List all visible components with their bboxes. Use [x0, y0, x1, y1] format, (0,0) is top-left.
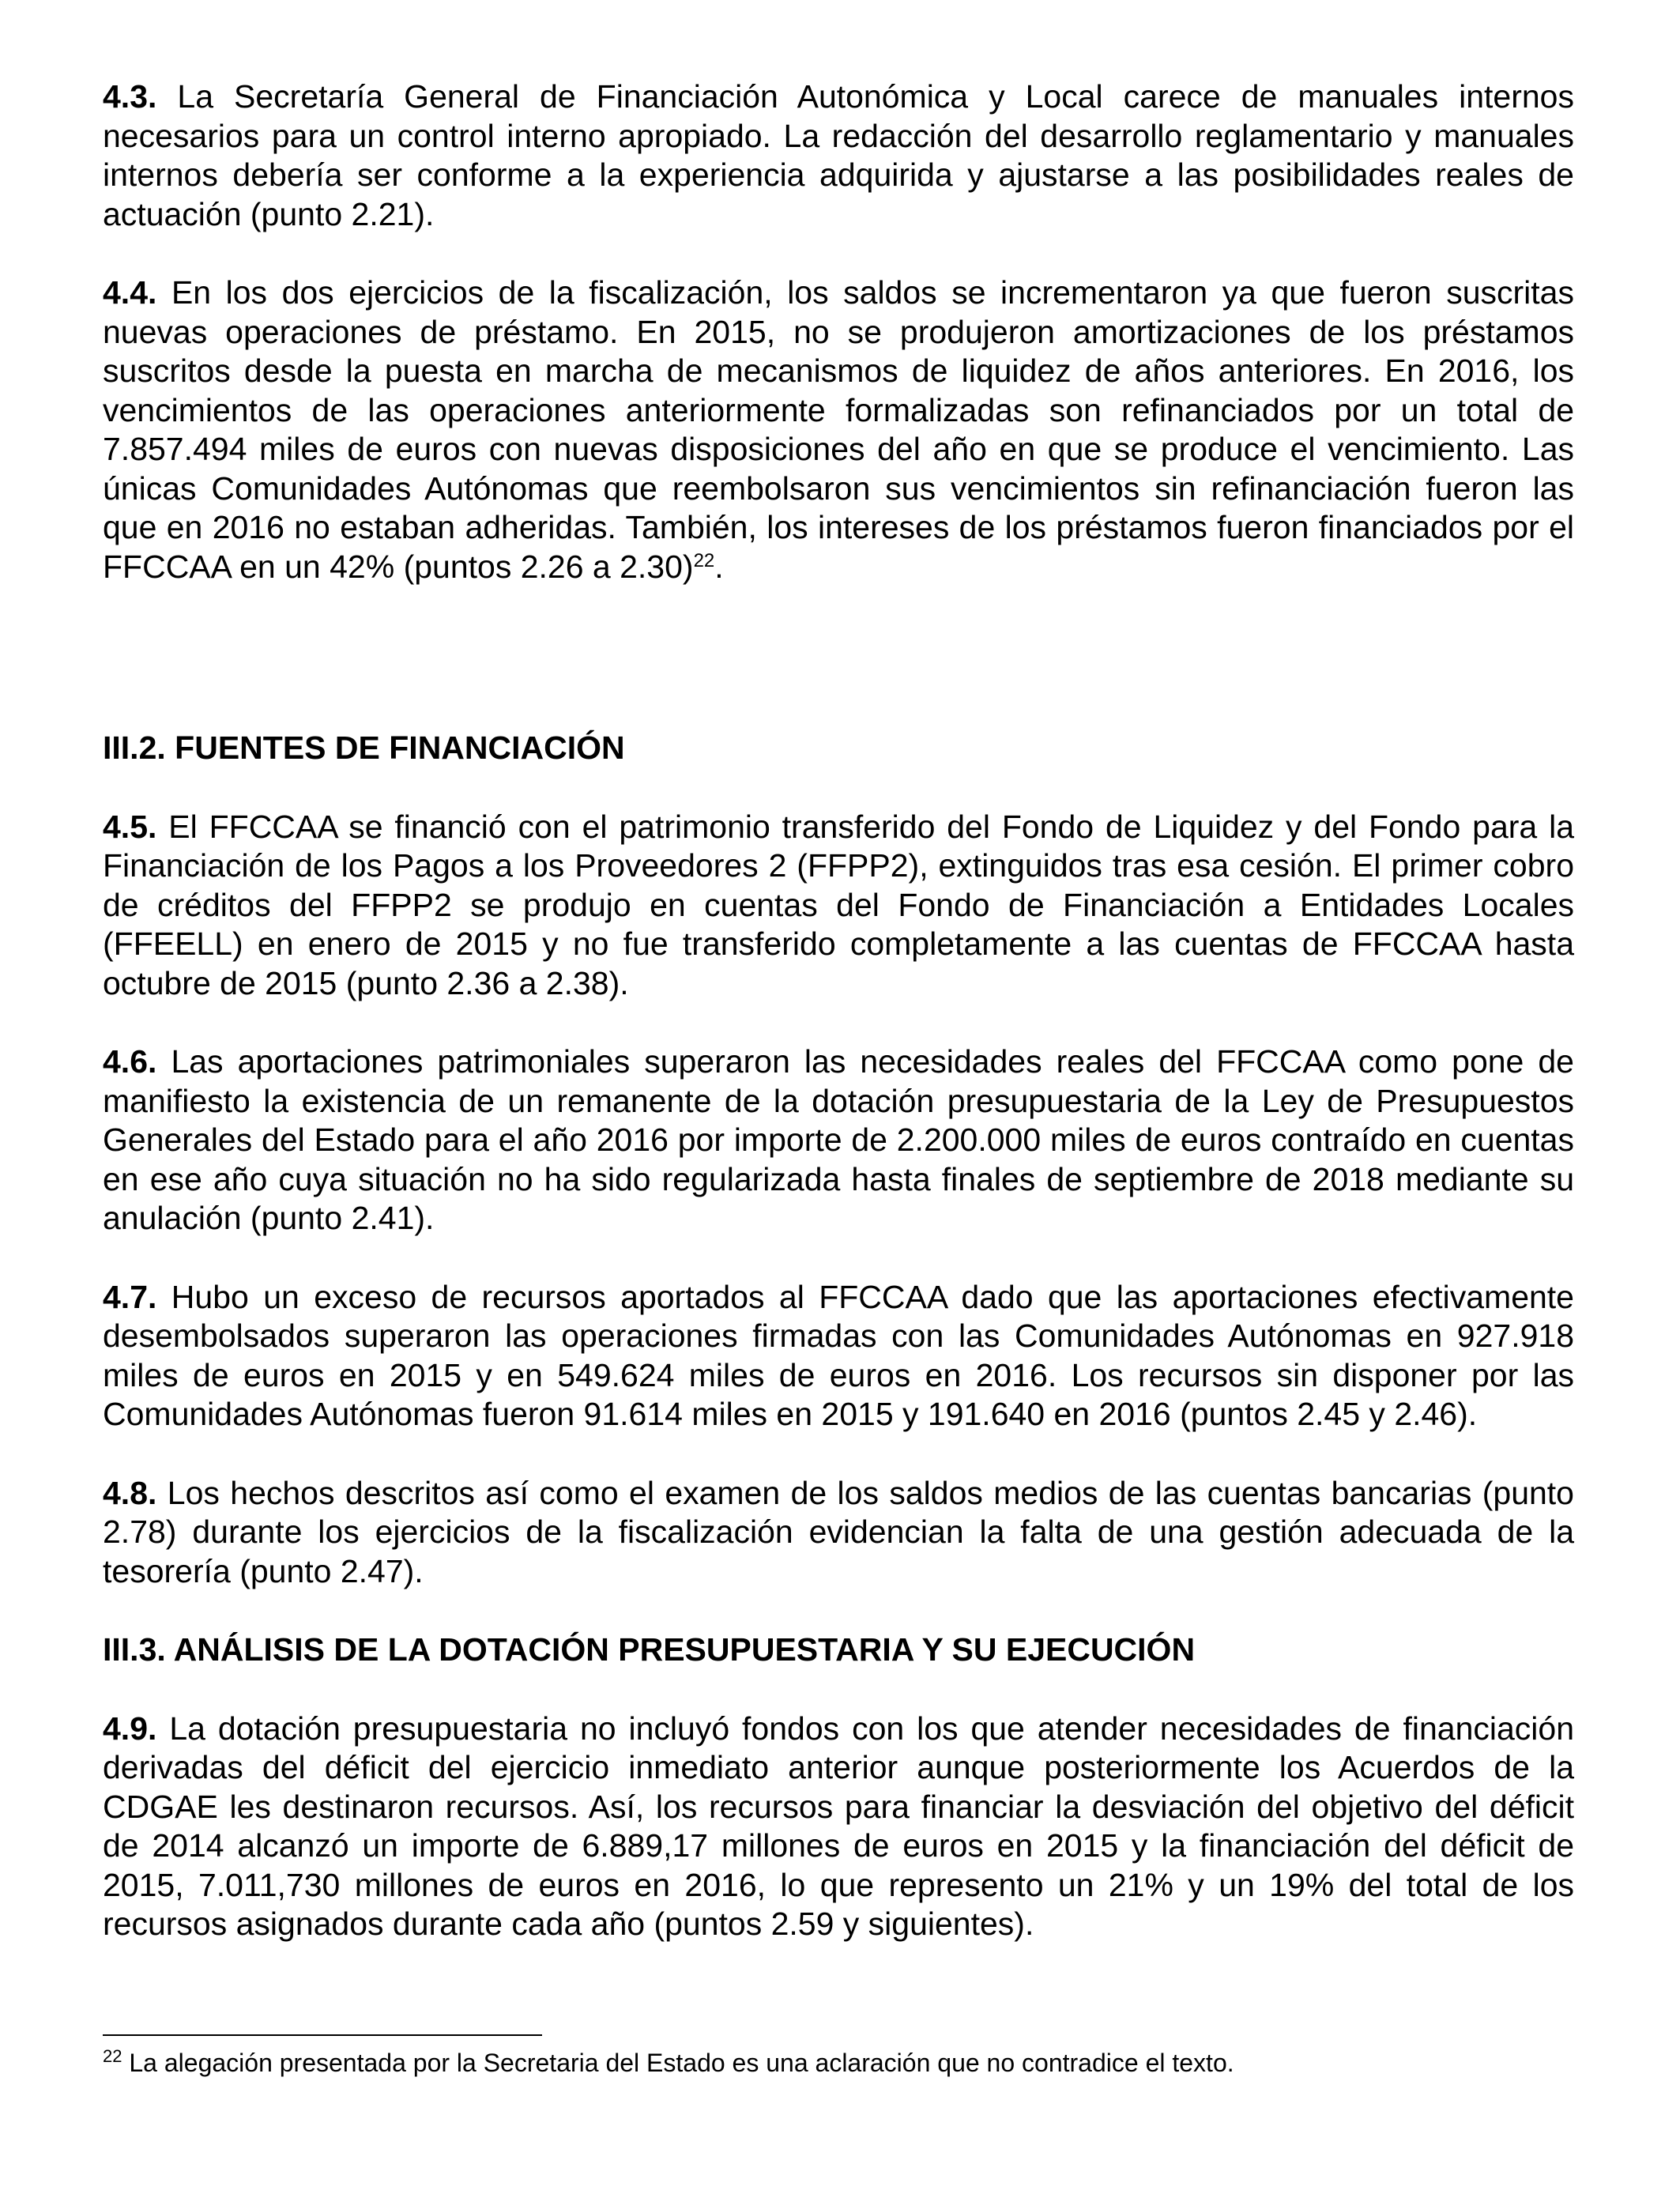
- paragraph-4-3: [103, 77, 1574, 234]
- paragraph-text: Hubo un exceso de recursos aportados al FFCCAA dado que las aportaciones efectivamente desembolsados superaron las operaciones firmadas con las Comunidades Autónomas en 927.918 miles de euros en 2015 y en 549.624 miles de euros en 2016. Los recursos sin disponer por las Comunidades Autónomas fueron 91.614 miles en 2015 y 191.640 en 2016 (puntos 2.45 y 2.46).: [103, 1278, 1574, 1432]
- paragraph-text: Las aportaciones patrimoniales superaron las necesidades reales del FFCCAA como pone de manifiesto la existencia de un remanente de la dotación presupuestaria de la Ley de Presupuestos Generales del Estado para el año 2016 por importe de 2.200.000 miles de euros contraído en cuentas en ese año cuya situación no ha sido regularizada hasta finales de septiembre de 2018 mediante su anulación (punto 2.41).: [103, 1043, 1574, 1236]
- footnote-reference[interactable]: 22: [693, 549, 715, 571]
- footnote-number: 22: [103, 2046, 122, 2066]
- section-title: FUENTES DE FINANCIACIÓN: [175, 729, 625, 766]
- paragraph-number: 4.5.: [103, 808, 157, 845]
- paragraph-4-5: [103, 808, 1574, 1004]
- paragraph-4-8: [103, 1474, 1574, 1592]
- paragraph-4-9: [103, 1710, 1574, 1944]
- footnote: [103, 2047, 1574, 2079]
- document-page: [103, 77, 1574, 1944]
- paragraph-4-7: [103, 1278, 1574, 1434]
- paragraph-number: 4.6.: [103, 1043, 157, 1080]
- section-number: III.2.: [103, 729, 166, 766]
- paragraph-text: La dotación presupuestaria no incluyó fondos con los que atender necesidades de financiación derivadas del déficit del ejercicio inmediato anterior aunque posteriormente los Acuerdos de la CDGAE les destinaron recursos. Así, los recursos para financiar la desviación del objetivo del déficit de 2014 alcanzó un importe de 6.889,17 millones de euros en 2015 y la financiación del déficit de 2015, 7.011,730 millones de euros en 2016, lo que represento un 21% y un 19% del total de los recursos asignados durante cada año (puntos 2.59 y siguientes).: [103, 1710, 1574, 1942]
- paragraph-4-4: [103, 273, 1574, 586]
- section-number: III.3.: [103, 1631, 166, 1668]
- footnote-separator: [103, 2034, 542, 2036]
- paragraph-text: En los dos ejercicios de la fiscalización, los saldos se incrementaron ya que fueron suscritas nuevas operaciones de préstamo. En 2015, no se produjeron amortizaciones de los préstamos suscritos desde la puesta en marcha de mecanismos de liquidez de años anteriores. En 2016, los vencimientos de las operaciones anteriormente formalizadas son refinanciados por un total de 7.857.494 miles de euros con nuevas disposiciones del año en que se produce el vencimiento. Las únicas Comunidades Autónomas que reembolsaron sus vencimientos sin refinanciación fueron las que en 2016 no estaban adheridas. También, los intereses de los préstamos fueron financiados por el FFCCAA en un 42% (puntos 2.26 a 2.30): [103, 274, 1574, 585]
- paragraph-number: 4.7.: [103, 1278, 157, 1315]
- paragraph-4-6: [103, 1042, 1574, 1238]
- paragraph-number: 4.4.: [103, 274, 157, 311]
- section-heading-iii-3: [103, 1630, 1574, 1670]
- section-title: ANÁLISIS DE LA DOTACIÓN PRESUPUESTARIA Y SU EJECUCIÓN: [173, 1631, 1196, 1668]
- paragraph-number: 4.8.: [103, 1474, 157, 1511]
- paragraph-text: El FFCCAA se financió con el patrimonio transferido del Fondo de Liquidez y del Fondo para la Financiación de los Pagos a los Proveedores 2 (FFPP2), extinguidos tras esa cesión. El primer cobro de créditos del FFPP2 se produjo en cuentas del Fondo de Financiación a Entidades Locales (FFEELL) en enero de 2015 y no fue transferido completamente a las cuentas de FFCCAA hasta octubre de 2015 (punto 2.36 a 2.38).: [103, 808, 1574, 1001]
- paragraph-tail: .: [714, 548, 724, 585]
- paragraph-text: Los hechos descritos así como el examen de los saldos medios de las cuentas bancarias (punto 2.78) durante los ejercicios de la fiscalización evidencian la falta de una gestión adecuada de la tesorería (punto 2.47).: [103, 1474, 1574, 1589]
- section-heading-iii-2: [103, 729, 1574, 768]
- paragraph-number: 4.9.: [103, 1710, 157, 1747]
- paragraph-number: 4.3.: [103, 78, 157, 115]
- paragraph-text: La Secretaría General de Financiación Autonómica y Local carece de manuales internos necesarios para un control interno apropiado. La redacción del desarrollo reglamentario y manuales internos debería ser conforme a la experiencia adquirida y ajustarse a las posibilidades reales de actuación (punto 2.21).: [103, 78, 1574, 232]
- footnote-text: La alegación presentada por la Secretaria del Estado es una aclaración que no contradice el texto.: [129, 2049, 1234, 2077]
